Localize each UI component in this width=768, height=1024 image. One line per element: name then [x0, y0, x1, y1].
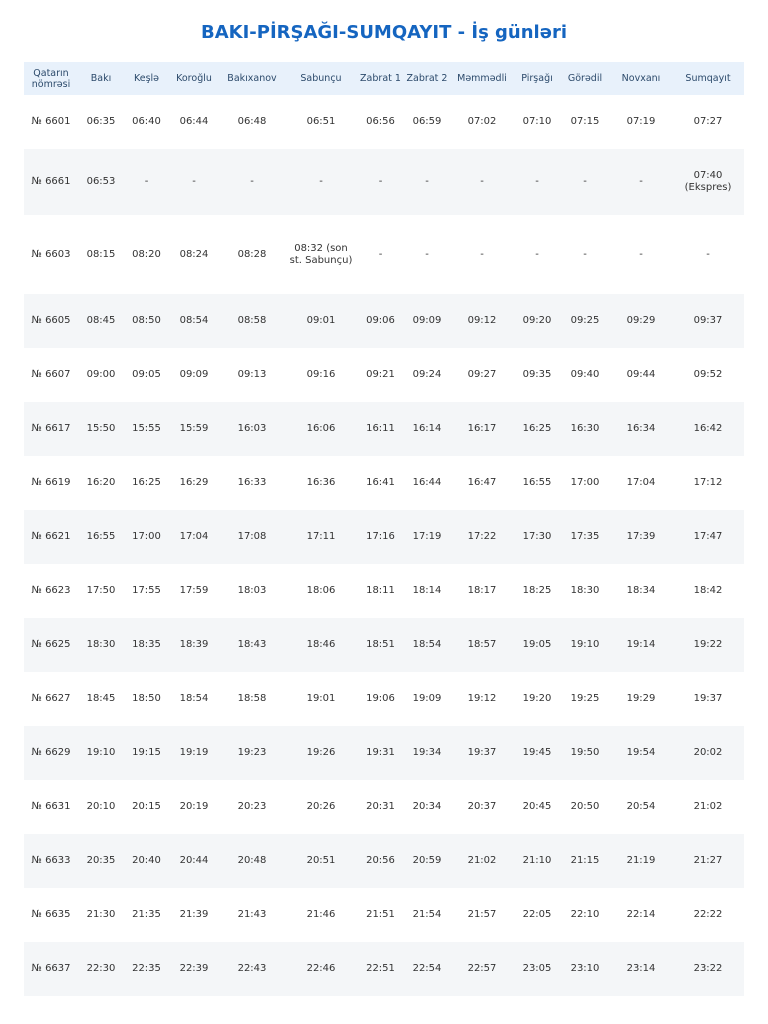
time-cell: 19:12 [467, 693, 497, 704]
time-cell: 08:58 [219, 294, 285, 348]
table-row [24, 888, 744, 942]
time-cell: 22:43 [219, 942, 285, 996]
time-cell: 23:10 [560, 942, 610, 996]
time-cell: 19:37 [693, 693, 723, 704]
table-row [24, 95, 744, 149]
column-header-kesle: Keşlə [124, 62, 169, 95]
time-cell: 22:57 [450, 942, 514, 996]
time-cell: 22:14 [626, 909, 656, 920]
time-cell: 19:06 [366, 693, 395, 704]
time-cell: 07:10 [522, 116, 552, 127]
time-cell: 20:50 [570, 801, 600, 812]
time-cell: 06:44 [179, 116, 209, 127]
time-cell: 17:00 [124, 510, 169, 564]
time-cell: 20:10 [86, 801, 116, 812]
time-cell: 09:25 [560, 294, 610, 348]
time-cell: 20:26 [306, 801, 336, 812]
time-cell: 19:23 [219, 726, 285, 780]
time-cell: 18:54 [404, 618, 450, 672]
time-cell: - [378, 248, 383, 260]
time-cell: 19:50 [560, 726, 610, 780]
column-header-sabuncu: Sabunçu [285, 62, 357, 95]
time-cell: 18:39 [169, 618, 219, 672]
time-cell: 19:37 [450, 726, 514, 780]
header-row [24, 62, 744, 95]
time-cell: 17:08 [219, 510, 285, 564]
train-number-cell: № 6635 [31, 909, 71, 920]
time-cell: 18:51 [357, 618, 404, 672]
time-cell: 21:19 [610, 834, 672, 888]
time-cell: 06:53 [78, 149, 124, 215]
time-cell: 07:02 [467, 116, 497, 127]
time-cell: 20:45 [522, 801, 552, 812]
time-cell: 17:47 [672, 510, 744, 564]
time-cell: 18:50 [132, 693, 161, 704]
column-header-sumqayit: Sumqayıt [672, 62, 744, 95]
time-cell: 17:35 [560, 510, 610, 564]
time-cell: 17:22 [450, 510, 514, 564]
time-cell: 22:35 [124, 942, 169, 996]
time-cell: 15:55 [124, 402, 169, 456]
time-cell: 19:25 [570, 693, 600, 704]
table-header [24, 62, 744, 95]
time-cell: 17:30 [514, 510, 560, 564]
time-cell: 08:45 [78, 294, 124, 348]
time-cell: 20:23 [237, 801, 267, 812]
time-cell: 21:43 [237, 909, 267, 920]
table-row [24, 564, 744, 618]
time-cell: 18:30 [570, 585, 600, 596]
time-cell: 19:19 [169, 726, 219, 780]
time-cell: 06:40 [132, 116, 161, 127]
train-number-cell: № 6601 [31, 116, 71, 127]
column-header-bakixanov: Bakıxanov [219, 62, 285, 95]
train-timetable [24, 62, 744, 996]
time-cell: 22:39 [169, 942, 219, 996]
time-cell: - [706, 248, 710, 260]
train-number-cell: № 6623 [31, 585, 71, 596]
time-cell: 20:37 [467, 801, 497, 812]
time-cell: 09:29 [610, 294, 672, 348]
train-number-cell: № 6629 [24, 726, 78, 780]
time-cell: 17:04 [169, 510, 219, 564]
time-cell: 16:55 [78, 510, 124, 564]
time-cell: 09:13 [237, 369, 267, 380]
time-cell: 19:31 [357, 726, 404, 780]
train-number-cell: № 6619 [31, 477, 71, 488]
time-cell: 17:59 [179, 585, 209, 596]
train-number-cell: № 6621 [24, 510, 78, 564]
time-cell: 20:51 [285, 834, 357, 888]
time-cell: 22:51 [357, 942, 404, 996]
time-cell: 19:26 [285, 726, 357, 780]
time-cell: 21:10 [514, 834, 560, 888]
train-number-cell: № 6627 [31, 693, 71, 704]
time-cell: - [357, 149, 404, 215]
time-cell: 07:19 [626, 116, 656, 127]
time-cell: 18:58 [237, 693, 267, 704]
time-cell: 18:34 [626, 585, 656, 596]
time-cell: 19:14 [610, 618, 672, 672]
time-cell: 16:36 [306, 477, 336, 488]
time-cell: 18:45 [86, 693, 116, 704]
time-cell: - [404, 149, 450, 215]
table-row [24, 618, 744, 672]
time-cell: 16:47 [467, 477, 497, 488]
time-cell: - [535, 248, 539, 260]
time-cell: 22:22 [693, 909, 723, 920]
time-cell: 21:35 [132, 909, 161, 920]
time-cell: 19:09 [412, 693, 442, 704]
time-cell: 06:48 [237, 116, 267, 127]
time-cell: 21:15 [560, 834, 610, 888]
table-row [24, 294, 744, 348]
time-cell: 16:42 [672, 402, 744, 456]
time-cell: 22:10 [570, 909, 600, 920]
time-cell: 22:30 [78, 942, 124, 996]
time-cell: 18:14 [412, 585, 442, 596]
time-cell: 16:06 [285, 402, 357, 456]
time-cell: 17:12 [693, 477, 723, 488]
time-cell: 19:29 [626, 693, 656, 704]
time-cell: 21:02 [450, 834, 514, 888]
time-cell: 17:50 [86, 585, 116, 596]
time-cell: 19:15 [124, 726, 169, 780]
time-cell: 17:11 [285, 510, 357, 564]
time-cell: 19:34 [404, 726, 450, 780]
time-cell: 16:17 [450, 402, 514, 456]
time-cell: 16:41 [366, 477, 395, 488]
time-cell: - [169, 149, 219, 215]
train-number-cell: № 6617 [24, 402, 78, 456]
time-cell: 18:43 [219, 618, 285, 672]
time-cell: 22:05 [522, 909, 552, 920]
table-row [24, 942, 744, 996]
time-cell: 17:00 [570, 477, 600, 488]
time-cell: 23:22 [672, 942, 744, 996]
time-cell: - [639, 248, 643, 260]
time-cell: 08:15 [86, 248, 116, 260]
time-cell: - [583, 248, 587, 260]
time-cell: 07:40 (Ekspres) [672, 149, 744, 215]
time-cell: 19:22 [672, 618, 744, 672]
time-cell: 23:14 [610, 942, 672, 996]
train-number-cell: № 6637 [24, 942, 78, 996]
time-cell: 09:00 [86, 369, 116, 380]
time-cell: 09:09 [404, 294, 450, 348]
time-cell: 09:24 [412, 369, 442, 380]
time-cell: 19:10 [560, 618, 610, 672]
time-cell: 06:35 [86, 116, 116, 127]
time-cell: 20:19 [179, 801, 209, 812]
time-cell: 15:59 [169, 402, 219, 456]
time-cell: 17:16 [357, 510, 404, 564]
time-cell: 19:10 [78, 726, 124, 780]
time-cell: 07:27 [693, 116, 723, 127]
time-cell: 16:34 [610, 402, 672, 456]
table-row [24, 780, 744, 834]
page-title: BAKI-PİRŞAĞI-SUMQAYIT - İş günləri [201, 22, 567, 43]
time-cell: - [124, 149, 169, 215]
time-cell: 16:20 [86, 477, 116, 488]
time-cell: 20:56 [357, 834, 404, 888]
time-cell: 09:44 [626, 369, 656, 380]
column-header-zabrat-1: Zabrat 1 [357, 62, 404, 95]
time-cell: 22:46 [285, 942, 357, 996]
time-cell: - [480, 248, 484, 260]
time-cell: 16:30 [560, 402, 610, 456]
time-cell: 09:21 [366, 369, 395, 380]
time-cell: 22:54 [404, 942, 450, 996]
time-cell: 08:32 (son st. Sabunçu) [289, 242, 353, 266]
column-header-novxani: Novxanı [610, 62, 672, 95]
time-cell: - [219, 149, 285, 215]
column-header-train-number: Qatarın nömrəsi [24, 62, 78, 95]
time-cell: 16:25 [132, 477, 161, 488]
time-cell: 18:54 [179, 693, 209, 704]
time-cell: 18:42 [693, 585, 723, 596]
train-number-cell: № 6605 [24, 294, 78, 348]
time-cell: - [450, 149, 514, 215]
time-cell: 09:01 [285, 294, 357, 348]
time-cell: 20:59 [404, 834, 450, 888]
time-cell: 09:06 [357, 294, 404, 348]
time-cell: 18:17 [467, 585, 497, 596]
time-cell: 09:35 [522, 369, 552, 380]
time-cell: 21:51 [366, 909, 395, 920]
time-cell: 19:45 [514, 726, 560, 780]
time-cell: 09:37 [672, 294, 744, 348]
column-header-memmedli: Məmmədli [450, 62, 514, 95]
time-cell: 21:02 [693, 801, 723, 812]
time-cell: 18:03 [237, 585, 267, 596]
time-cell: 20:35 [78, 834, 124, 888]
time-cell: 19:20 [522, 693, 552, 704]
train-number-cell: № 6661 [24, 149, 78, 215]
time-cell: 21:39 [179, 909, 209, 920]
table-row [24, 456, 744, 510]
table-row [24, 149, 744, 215]
time-cell: 21:57 [467, 909, 497, 920]
time-cell: 16:55 [522, 477, 552, 488]
time-cell: 06:51 [306, 116, 336, 127]
train-number-cell: № 6603 [31, 248, 71, 260]
time-cell: 16:44 [412, 477, 442, 488]
column-header-zabrat-2: Zabrat 2 [404, 62, 450, 95]
time-cell: 06:59 [412, 116, 442, 127]
time-cell: 09:16 [306, 369, 336, 380]
time-cell: 19:05 [514, 618, 560, 672]
time-cell: 20:15 [132, 801, 161, 812]
train-number-cell: № 6607 [31, 369, 71, 380]
time-cell: - [425, 248, 429, 260]
column-header-goredil: Görədil [560, 62, 610, 95]
train-number-cell: № 6633 [24, 834, 78, 888]
time-cell: 18:06 [306, 585, 336, 596]
time-cell: 21:30 [86, 909, 116, 920]
table-row [24, 672, 744, 726]
time-cell: - [610, 149, 672, 215]
table-body [24, 95, 744, 996]
time-cell: 09:52 [693, 369, 723, 380]
column-header-koroglu: Koroğlu [169, 62, 219, 95]
time-cell: 15:50 [78, 402, 124, 456]
time-cell: 09:12 [450, 294, 514, 348]
time-cell: 17:04 [626, 477, 656, 488]
time-cell: 21:46 [306, 909, 336, 920]
table-row [24, 348, 744, 402]
time-cell: 20:44 [169, 834, 219, 888]
column-header-pirsagi: Pirşağı [514, 62, 560, 95]
time-cell: 23:05 [514, 942, 560, 996]
time-cell: 20:02 [672, 726, 744, 780]
time-cell: 18:25 [522, 585, 552, 596]
time-cell: 16:11 [357, 402, 404, 456]
time-cell: 18:30 [78, 618, 124, 672]
time-cell: 20:40 [124, 834, 169, 888]
time-cell: 08:24 [179, 248, 209, 260]
time-cell: 08:28 [237, 248, 267, 260]
time-cell: 06:56 [366, 116, 395, 127]
train-number-cell: № 6625 [24, 618, 78, 672]
time-cell: 16:25 [514, 402, 560, 456]
table-row [24, 726, 744, 780]
time-cell: 20:34 [412, 801, 442, 812]
time-cell: 16:14 [404, 402, 450, 456]
time-cell: 17:55 [132, 585, 161, 596]
time-cell: - [285, 149, 357, 215]
train-number-cell: № 6631 [31, 801, 71, 812]
table-row [24, 510, 744, 564]
time-cell: 08:54 [169, 294, 219, 348]
table-row [24, 834, 744, 888]
time-cell: 16:29 [179, 477, 209, 488]
table-row [24, 402, 744, 456]
time-cell: 09:05 [132, 369, 161, 380]
time-cell: 18:57 [450, 618, 514, 672]
time-cell: 21:27 [672, 834, 744, 888]
time-cell: 09:27 [467, 369, 497, 380]
column-header-baki: Bakı [78, 62, 124, 95]
time-cell: 09:09 [179, 369, 209, 380]
time-cell: - [514, 149, 560, 215]
time-cell: 17:39 [610, 510, 672, 564]
time-cell: 16:03 [219, 402, 285, 456]
time-cell: 18:11 [366, 585, 395, 596]
time-cell: 16:33 [237, 477, 267, 488]
time-cell: 20:48 [219, 834, 285, 888]
time-cell: 17:19 [404, 510, 450, 564]
time-cell: 07:15 [570, 116, 600, 127]
time-cell: 09:40 [570, 369, 600, 380]
table-row [24, 215, 744, 294]
time-cell: 19:54 [610, 726, 672, 780]
time-cell: 08:20 [132, 248, 161, 260]
time-cell: 18:35 [124, 618, 169, 672]
time-cell: 09:20 [514, 294, 560, 348]
time-cell: 19:01 [306, 693, 336, 704]
time-cell: 21:54 [412, 909, 442, 920]
time-cell: 20:54 [626, 801, 656, 812]
time-cell: - [560, 149, 610, 215]
time-cell: 08:50 [124, 294, 169, 348]
time-cell: 18:46 [285, 618, 357, 672]
time-cell: 20:31 [366, 801, 395, 812]
